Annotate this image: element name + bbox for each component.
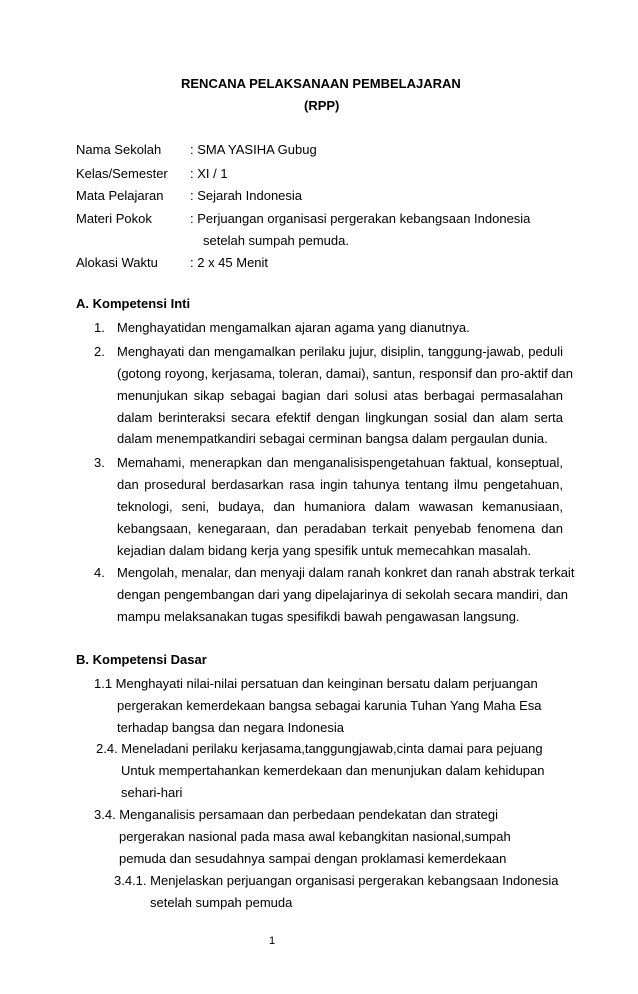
identity-value: : 2 x 45 Menit [190,255,269,270]
list-item-line: mampu melaksanakan tugas spesifikdi bawah pengawasan langsung. [117,609,520,624]
document-subtitle: (RPP) [304,98,340,113]
identity-value: : SMA YASIHA Gubug [190,142,317,157]
competency-line: 1.1 Menghayati nilai-nilai persatuan dan keinginan bersatu dalam perjuangan [94,676,538,691]
list-item-line: Menghayatidan mengamalkan ajaran agama yang dianutnya. [117,320,470,335]
competency-line: pergerakan nasional pada masa awal kebangkitan nasional,sumpah [119,829,511,844]
identity-value: : Perjuangan organisasi pergerakan kebangsaan Indonesia [190,211,531,226]
list-number: 1. [94,320,105,335]
identity-label: Materi Pokok [76,211,152,226]
list-item-line: dan prosedural berdasarkan rasa ingin tahunya tentang ilmu pengetahuan, [117,477,563,492]
list-item-line: dalam berinteraksi secara efektif dengan lingkungan sosial dan alam serta [117,410,563,425]
competency-line: 2.4. Meneladani perilaku kerjasama,tanggungjawab,cinta damai para pejuang [96,741,543,756]
identity-label: Nama Sekolah [76,142,162,157]
competency-line: 3.4.1. Menjelaskan perjuangan organisasi pergerakan kebangsaan Indonesia [114,873,559,888]
list-item-line: kejadian dalam bidang kerja yang spesifik untuk memecahkan masalah. [117,543,532,558]
section-heading: B. Kompetensi Dasar [76,652,207,667]
list-item-line: dengan pengembangan dari yang dipelajarinya di sekolah secara mandiri, dan [117,587,568,602]
competency-line: Untuk mempertahankan kemerdekaan dan menunjukan dalam kehidupan [121,763,545,778]
competency-line: sehari-hari [121,785,183,800]
identity-label: Alokasi Waktu [76,255,158,270]
list-number: 2. [94,344,105,359]
identity-value: : Sejarah Indonesia [190,188,303,203]
competency-line: pergerakan kemerdekaan bangsa sebagai karunia Tuhan Yang Maha Esa [117,698,542,713]
page-number: 1 [269,935,276,947]
list-item-line: Memahami, menerapkan dan menganalisispengetahuan faktual, konseptual, [117,455,563,470]
document-title: RENCANA PELAKSANAAN PEMBELAJARAN [181,76,461,91]
list-item-line: Mengolah, menalar, dan menyaji dalam ranah konkret dan ranah abstrak terkait [117,565,575,580]
list-item-line: kebangsaan, kenegaraan, dan peradaban terkait penyebab fenomena dan [117,521,563,536]
list-item-line: Menghayati dan mengamalkan perilaku jujur, disiplin, tanggung-jawab, peduli [117,344,563,359]
competency-line: setelah sumpah pemuda [150,895,293,910]
list-number: 4. [94,565,105,580]
list-item-line: dalam menempatkandiri sebagai cerminan bangsa dalam pergaulan dunia. [117,431,548,446]
list-number: 3. [94,455,105,470]
list-item-line: teknologi, seni, budaya, dan humaniora dalam wawasan kemanusiaan, [117,499,563,514]
competency-line: terhadap bangsa dan negara Indonesia [117,720,344,735]
competency-line: 3.4. Menganalisis persamaan dan perbedaan pendekatan dan strategi [94,807,499,822]
section-heading: A. Kompetensi Inti [76,296,191,311]
competency-line: pemuda dan sesudahnya sampai dengan proklamasi kemerdekaan [119,851,507,866]
identity-label: Kelas/Semester [76,166,168,181]
identity-value: : XI / 1 [190,166,228,181]
identity-value-continued: setelah sumpah pemuda. [203,233,349,248]
identity-label: Mata Pelajaran [76,188,164,203]
list-item-line: (gotong royong, kerjasama, toleran, damai), santun, responsif dan pro-aktif dan [117,366,573,381]
list-item-line: menunjukan sikap sebagai bagian dari solusi atas berbagai permasalahan [117,388,563,403]
